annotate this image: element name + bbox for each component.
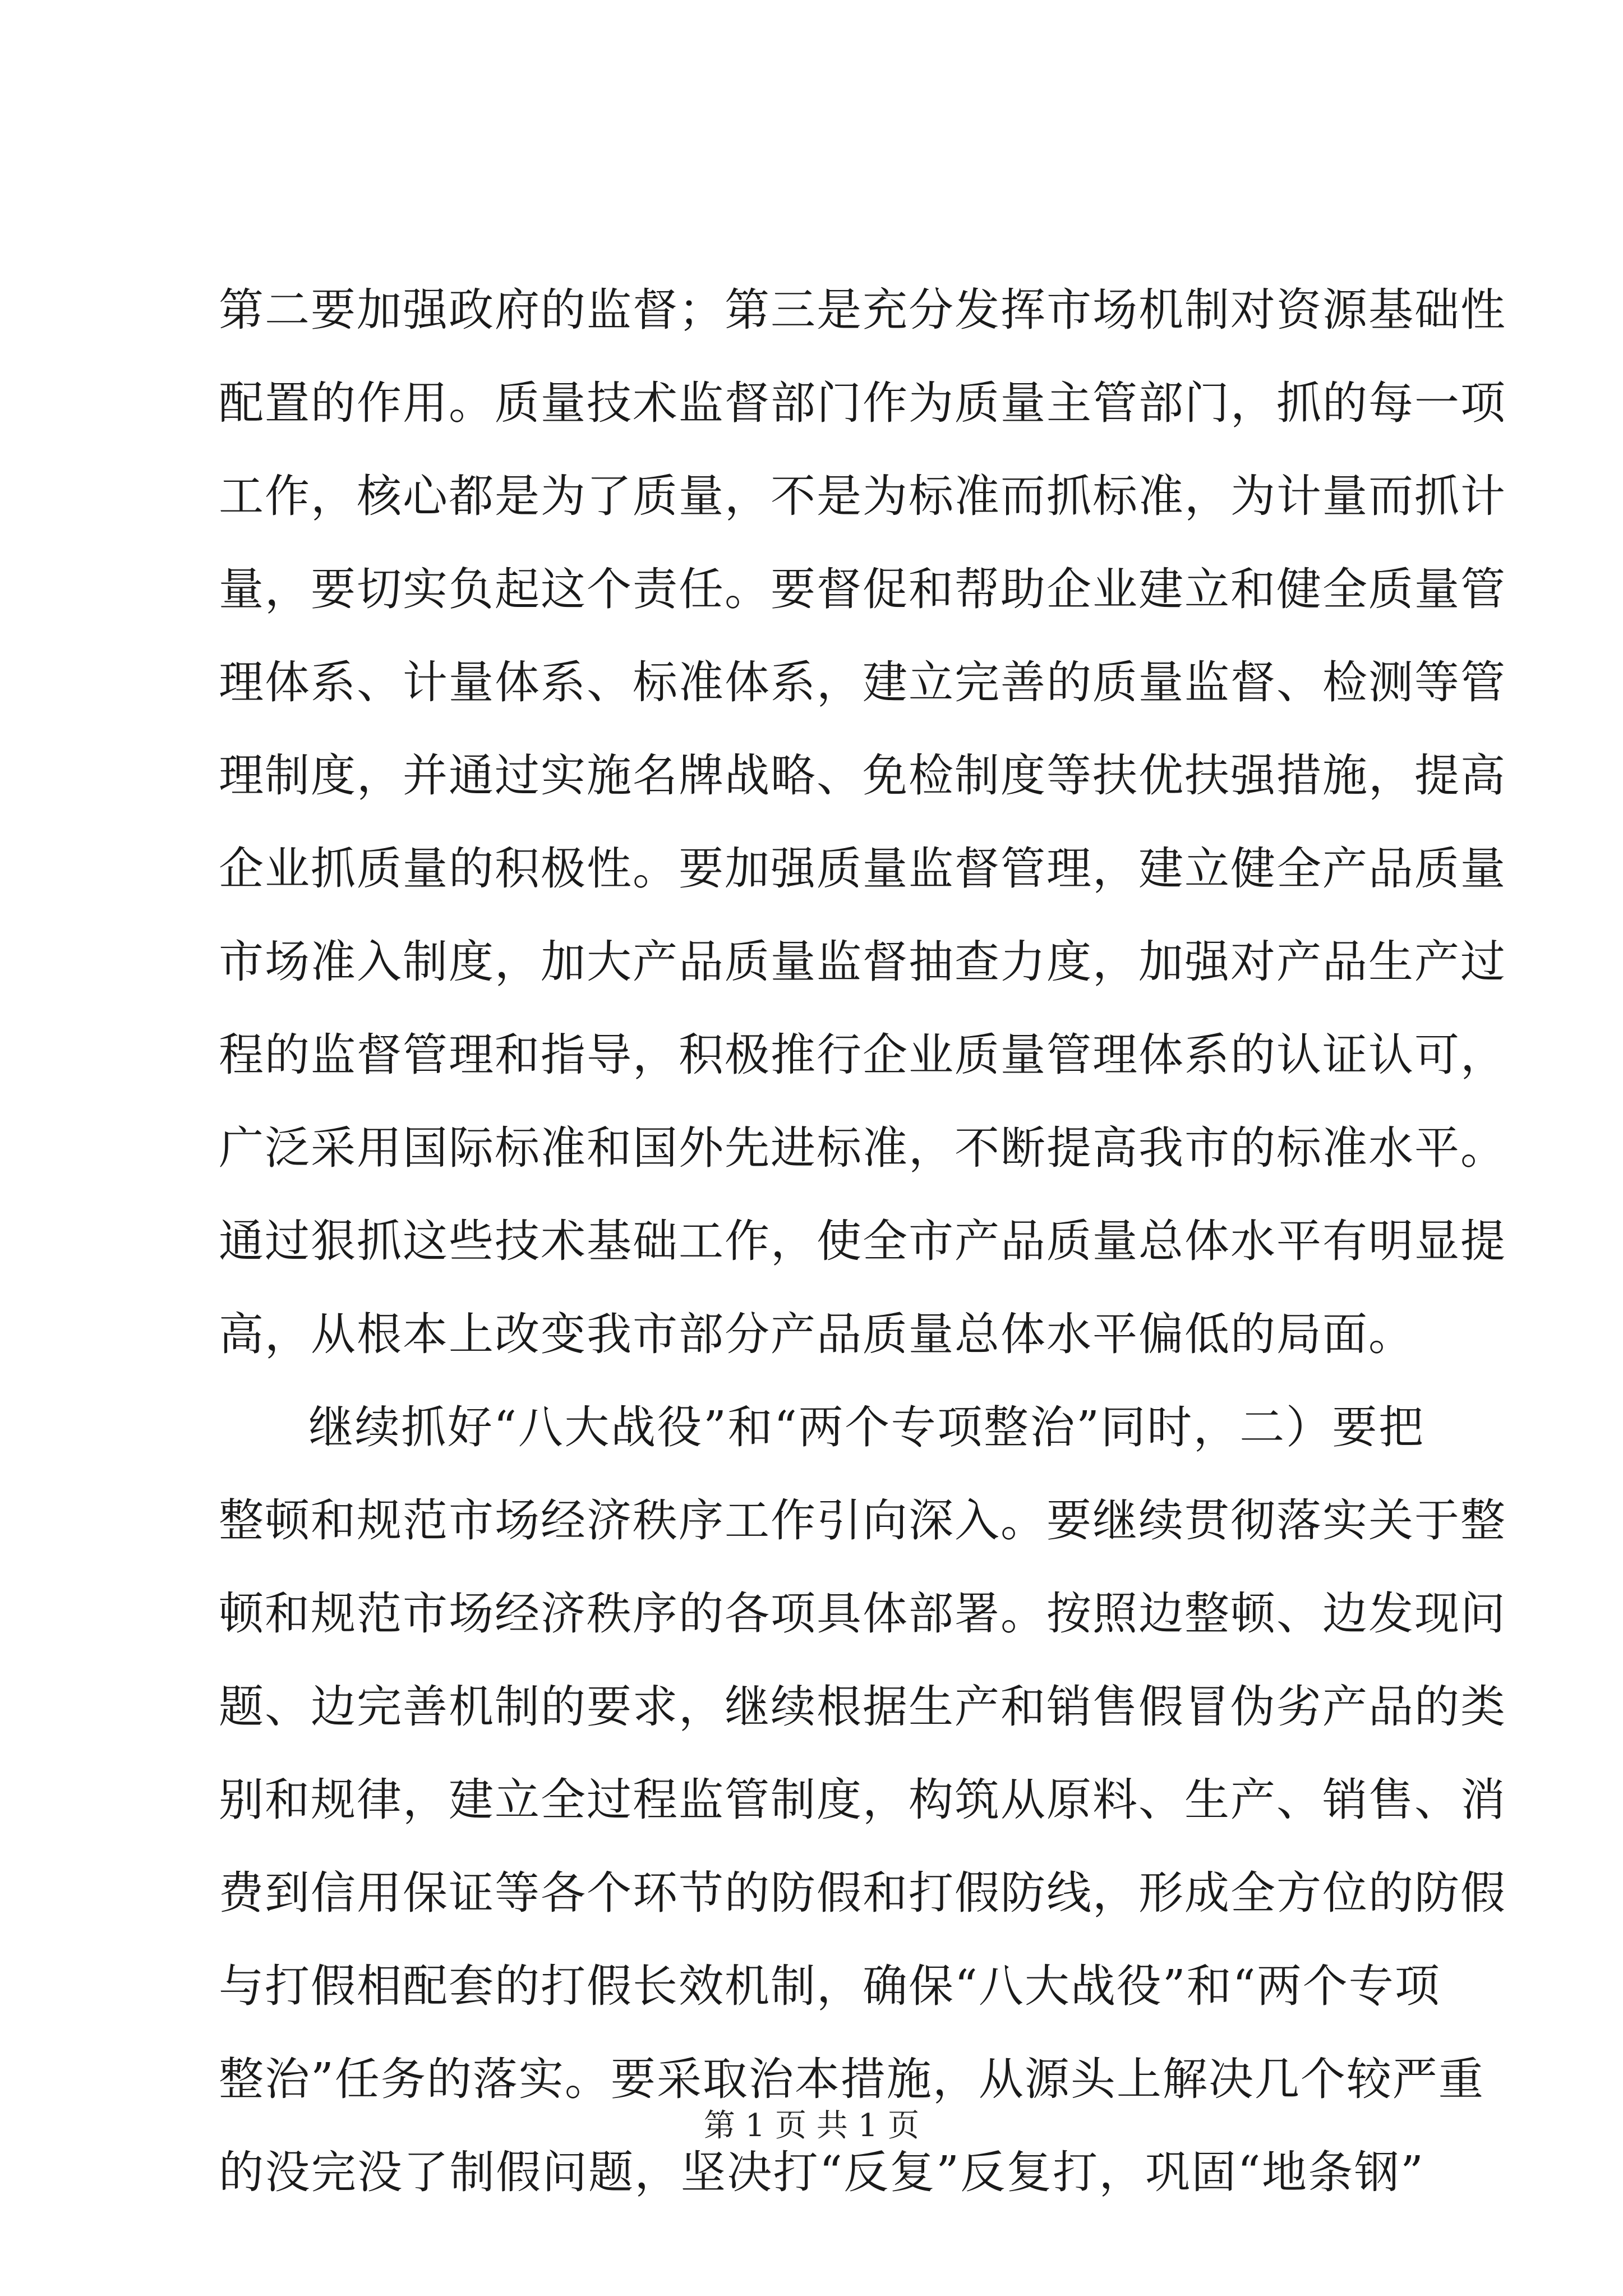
text-line: 理制度，并通过实施名牌战略、免检制度等扶优扶强措施，提高	[219, 749, 1506, 802]
text-line: 整治”任务的落实。要采取治本措施，从源头上解决几个较严重	[219, 2053, 1484, 2105]
page-number-label: 第 1 页 共 1 页	[703, 2108, 920, 2144]
page-footer	[0, 2104, 1623, 2148]
text-line: 顿和规范市场经济秩序的各项具体部署。按照边整顿、边发现问	[219, 1588, 1506, 1640]
text-line: 工作，核心都是为了质量，不是为标准而抓标准，为计量而抓计	[219, 470, 1506, 522]
text-line: 第二要加强政府的监督；第三是充分发挥市场机制对资源基础性	[219, 284, 1506, 336]
paragraph-start-line: 继续抓好“八大战役”和“两个专项整治”同时，二）要把	[308, 1401, 1424, 1453]
text-line: 通过狠抓这些技术基础工作，使全市产品质量总体水平有明显提	[219, 1215, 1506, 1267]
text-line: 市场准入制度，加大产品质量监督抽查力度，加强对产品生产过	[219, 936, 1506, 988]
text-line: 费到信用保证等各个环节的防假和打假防线，形成全方位的防假	[219, 1867, 1506, 1919]
text-line: 的没完没了制假问题，坚决打“反复”反复打，巩固“地条钢”	[219, 2146, 1424, 2198]
text-line: 题、边完善机制的要求，继续根据生产和销售假冒伪劣产品的类	[219, 1681, 1506, 1733]
text-line: 整顿和规范市场经济秩序工作引向深入。要继续贯彻落实关于整	[219, 1494, 1506, 1547]
paragraph-end-line: 高，从根本上改变我市部分产品质量总体水平偏低的局面。	[219, 1308, 1414, 1360]
text-line: 配置的作用。质量技术监督部门作为质量主管部门，抓的每一项	[219, 377, 1506, 429]
text-line: 程的监督管理和指导，积极推行企业质量管理体系的认证认可，	[219, 1029, 1506, 1081]
text-line: 与打假相配套的打假长效机制，确保“八大战役”和“两个专项	[219, 1960, 1441, 2012]
body-text	[219, 264, 1506, 2219]
text-line: 企业抓质量的积极性。要加强质量监督管理，建立健全产品质量	[219, 843, 1506, 895]
text-line: 理体系、计量体系、标准体系，建立完善的质量监督、检测等管	[219, 656, 1506, 708]
text-line: 广泛采用国际标准和国外先进标准，不断提高我市的标准水平。	[219, 1122, 1506, 1174]
text-line: 别和规律，建立全过程监管制度，构筑从原料、生产、销售、消	[219, 1774, 1506, 1826]
text-line: 量，要切实负起这个责任。要督促和帮助企业建立和健全质量管	[219, 563, 1506, 615]
